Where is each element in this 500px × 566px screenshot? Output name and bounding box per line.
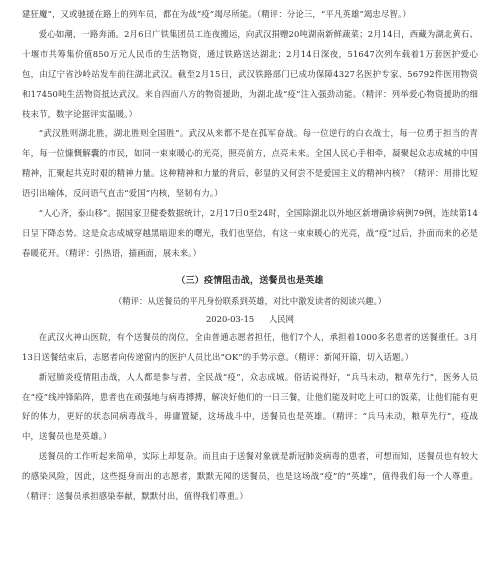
section-heading: （三）疫情阻击战，送餐员也是英雄 xyxy=(176,275,324,286)
paragraph: “人心齐，泰山移”。据国家卫健委数据统计，2月17日0至24时，全国除湖北以外地区新增确诊病例79例，连续第14日呈下降态势。这是众志成城穿越黑暗迎来的曙光，我们也坚信，有这一束束暖心的光亮，战“疫”过后，扑面而来的必是春暖花开。（精评：引热语，描画面，展未来。） xyxy=(22,208,478,258)
paragraph: “武汉胜则湖北胜，湖北胜则全国胜”。武汉从来都不是在孤军奋战。每一位逆行的白衣战士，每一位勇于担当的青年，每一位慷慨解囊的市民，如同一束束暖心的光亮，照亮前方，点亮未来。全国人民心手相牵，凝聚起众志成城的中国精神，汇聚起共克时艰的精神力量。这种精神和力量的背后，彰显的又何尝不是爱国主义的精神内核？（精评：用排比短语引出喻体，反问语气直击“爱国”内核，坚韧有力。） xyxy=(22,128,478,199)
article-date: 2020-03-15 xyxy=(205,313,255,324)
article-meta xyxy=(22,310,478,328)
article-source: 人民网 xyxy=(268,313,295,324)
paragraph: 送餐员的工作听起来简单，实际上却复杂。而且由于送餐对象就是新冠肺炎病毒的患者，可想而知，送餐员也有较大的感染风险，因此，这些挺身而出的志愿者，默默无闻的送餐员，也是这场战“疫”的“英雄”，值得我们每一个人尊重。（精评：送餐员承担感染奉献，默默付出，值得我们尊重。） xyxy=(22,451,478,502)
article-body-part2 xyxy=(22,328,478,507)
paragraph: 建狂魔”，又或驰援在路上的列车员，都在为战“疫”竭尽所能。（精评：分论三，“平凡英雄”竭忠尽智。） xyxy=(22,9,411,19)
section-note: （精评：从送餐员的平凡身份联系到英雄，对比中激发读者的阅读兴趣。） xyxy=(113,295,387,306)
paragraph: 爱心如潮，一路奔涌。2月6日广铁集团员工连夜搬运，向武汉捐赠20吨湖南新鲜蔬菜；2月14日，西藏为湖北黄石、十堰市共筹集价值850万元人民币的生活物资，通过铁路送达湖北；2月14日深夜，51647次列车载着1万套医护爱心包，由辽宁省沙岭站发车前往湖北武汉。截至2月15日，武汉铁路部门已成功保障4327名医护专家、56792件医用物资和17450吨生活物资抵达武汉。来自四面八方的物资援助，为湖北战“疫”注入强劲动能。（精评：列举爱心物资援助的细枝末节，数字论据评实温暖。） xyxy=(22,28,478,119)
paragraph: 在武汉火神山医院，有个送餐员的岗位，全由普通志愿者担任，他们7个人，承担着1000多名患者的送餐重任。3月13日送餐结束后，志愿者向传递窗内的医护人员比出“OK”的手势示意。（精评：新闻开篇，切入话题。） xyxy=(22,331,478,362)
paragraph: 新冠肺炎疫情阻击战，人人都是参与者，全民战“疫”，众志成城。俗话说得好，“兵马未动，粮草先行”，医务人员在“疫”线冲锋陷阵，患者也在顽强地与病毒搏搏，解决好他们的一日三餐，让他们能及时吃上可口的饭菜，让他们能有更好的体力，更好的状态同病毒战斗，毋庸置疑，这场战斗中，送餐员也是英雄。（精评：“兵马未动，粮草先行”，疫战中，送餐员也是英雄。） xyxy=(22,371,478,442)
article-body-part1 xyxy=(22,5,478,264)
